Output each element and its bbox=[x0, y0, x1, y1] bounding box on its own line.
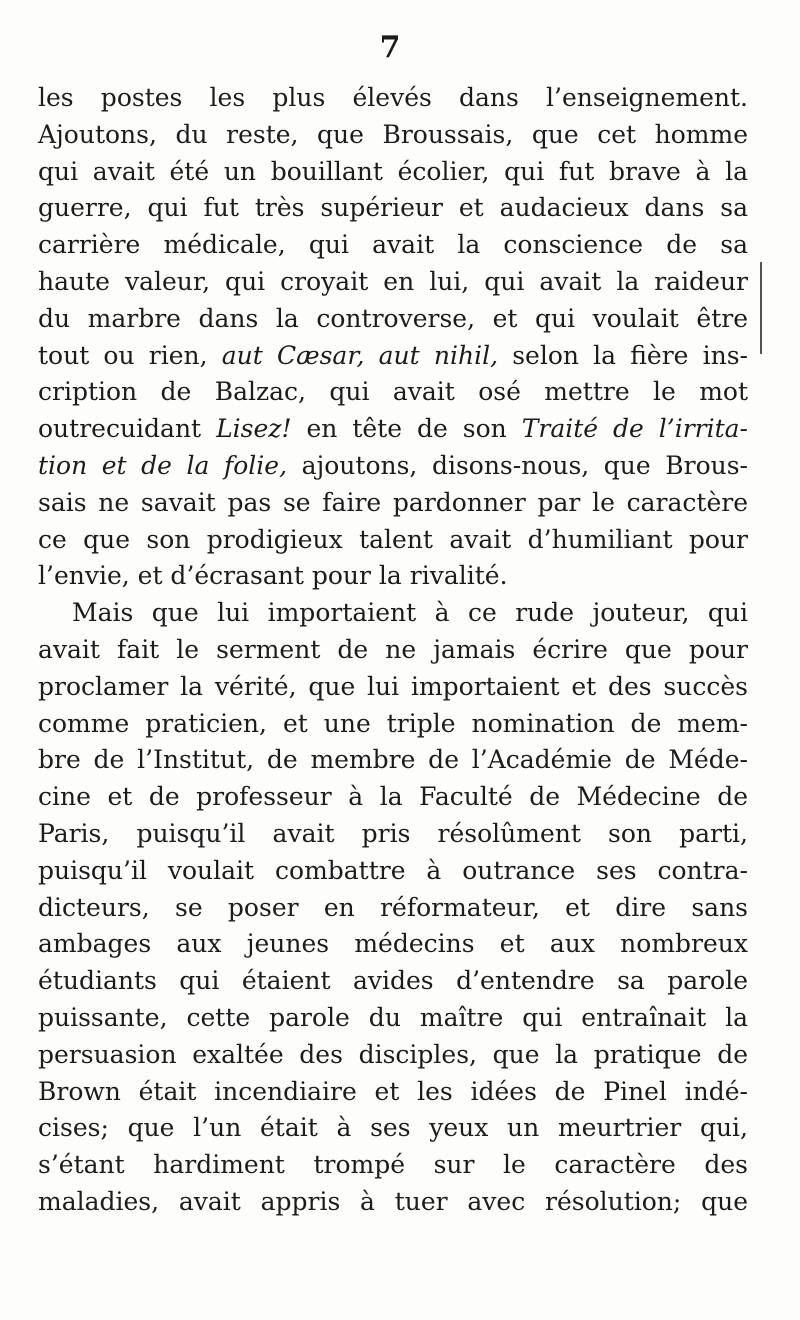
text-run: en tête de son bbox=[291, 414, 522, 444]
text-line: guerre, qui fut très supérieur et audacieux dans sa bbox=[38, 193, 748, 223]
text-line: les postes les plus élevés dans l’enseignement. bbox=[38, 83, 748, 112]
text-line bbox=[38, 338, 748, 375]
text-line: Brown était incendiaire et les idées de Pinel indé- bbox=[38, 1076, 748, 1106]
page-text bbox=[38, 80, 748, 1221]
text-line: Mais que lui importaient à ce rude jouteur, qui bbox=[72, 598, 748, 628]
italic-title: Traité de l’irrita- bbox=[521, 414, 749, 444]
text-run: selon la fière ins- bbox=[498, 340, 749, 370]
text-line: du marbre dans la controverse, et qui voulait être bbox=[38, 303, 748, 333]
text-line: cine et de professeur à la Faculté de Médecine de bbox=[38, 782, 748, 812]
text-line: maladies, avait appris à tuer avec résolution; que bbox=[38, 1186, 748, 1216]
text-line: persuasion exaltée des disciples, que la pratique de bbox=[38, 1039, 748, 1069]
text-line: ambages aux jeunes médecins et aux nombreux bbox=[38, 929, 748, 959]
text-line: puissante, cette parole du maître qui entraînait la bbox=[38, 1002, 748, 1032]
margin-mark bbox=[760, 262, 762, 354]
text-line bbox=[38, 448, 748, 485]
text-line: l’envie, et d’écrasant pour la rivalité. bbox=[38, 561, 508, 591]
text-run: tout ou rien, bbox=[38, 340, 222, 370]
text-line: qui avait été un bouillant écolier, qui fut brave à la bbox=[38, 156, 748, 186]
text-line: cription de Balzac, qui avait osé mettre le mot bbox=[38, 377, 748, 407]
text-run: ajoutons, disons-nous, que Brous- bbox=[287, 450, 749, 480]
text-line: Ajoutons, du reste, que Broussais, que cet homme bbox=[38, 119, 748, 149]
text-line: sais ne savait pas se faire pardonner par le caractère bbox=[38, 487, 748, 517]
text-line: s’étant hardiment trompé sur le caractère des bbox=[38, 1150, 748, 1180]
text-line: proclamer la vérité, que lui importaient et des succès bbox=[38, 671, 748, 701]
page-number: 7 bbox=[379, 30, 401, 65]
italic-phrase: Lisez! bbox=[216, 414, 292, 444]
text-line: haute valeur, qui croyait en lui, qui avait la raideur bbox=[38, 266, 748, 296]
text-line: Paris, puisqu’il avait pris résolûment son parti, bbox=[38, 818, 748, 848]
italic-title: tion et de la folie, bbox=[38, 450, 288, 480]
text-line: comme praticien, et une triple nomination de mem- bbox=[38, 708, 748, 738]
text-line: bre de l’Institut, de membre de l’Académie de Méde- bbox=[38, 745, 748, 775]
text-line: étudiants qui étaient avides d’entendre sa parole bbox=[38, 966, 748, 996]
text-run: outrecuidant bbox=[38, 414, 217, 444]
italic-phrase: aut Cæsar, aut nihil, bbox=[221, 340, 499, 370]
text-line: cises; que l’un était à ses yeux un meurtrier qui, bbox=[38, 1113, 748, 1143]
text-line: avait fait le serment de ne jamais écrire que pour bbox=[38, 634, 748, 664]
text-line: ce que son prodigieux talent avait d’humiliant pour bbox=[38, 524, 748, 554]
text-line: puisqu’il voulait combattre à outrance ses contra- bbox=[38, 855, 748, 885]
text-line: carrière médicale, qui avait la conscience de sa bbox=[38, 230, 748, 260]
text-line bbox=[38, 411, 748, 448]
text-line: dicteurs, se poser en réformateur, et dire sans bbox=[38, 892, 748, 922]
